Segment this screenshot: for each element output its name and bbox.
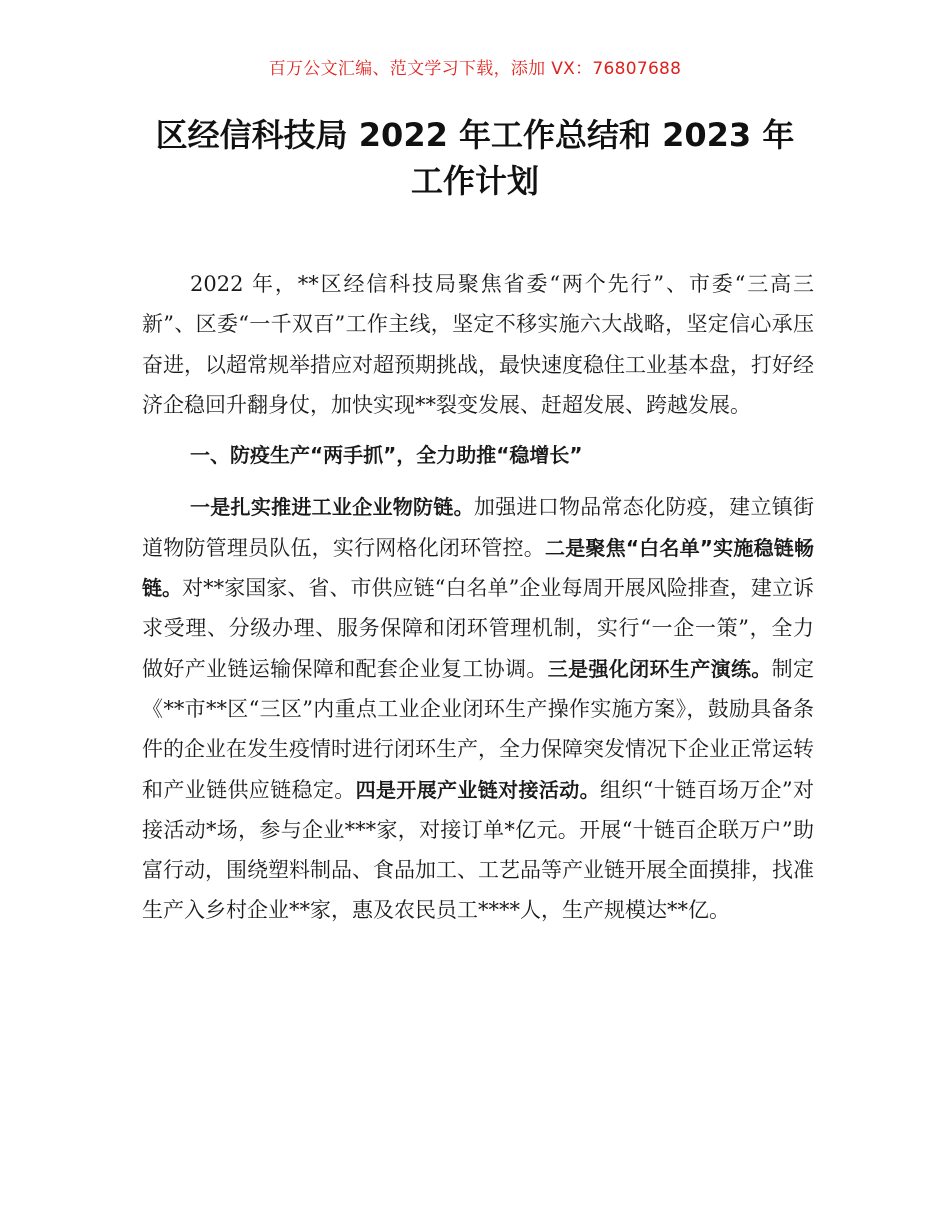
item-2-text: 对**家国家、省、市供应链“白名单”企业每周开展风险排查，建立诉求受理、分级办理、服务保障和闭环管理机制，实行“一企一策”，全力做好产业链运输保障和配套企业复工协调。 xyxy=(142,576,814,681)
title-line-2: 工作计划 xyxy=(410,162,539,200)
title-line-1: 区经信科技局 2022 年工作总结和 2023 年 xyxy=(155,116,795,154)
item-1-text: 加强进口物品常态化防疫，建立镇街道物防管理员队伍，实行网格化闭环管控。 xyxy=(142,495,815,560)
promo-banner: 百万公文汇编、范文学习下载，添加 VX：76807688 xyxy=(268,59,682,79)
item-4-text: 组织“十链百场万企”对接活动*场，参与企业***家，对接订单*亿元。开展“十链百企联万户”助富行动，围绕塑料制品、食品加工、工艺品等产业链开展全面摸排，找准生产入乡村企业**家，惠及农民员工****人，生产规模达**亿。 xyxy=(142,777,815,923)
item-3-title: 三是强化闭环生产演练。 xyxy=(547,656,772,681)
item-1-title: 一是扎实推进工业企业物防链。 xyxy=(190,495,474,520)
intro-paragraph: 2022 年，**区经信科技局聚焦省委“两个先行”、市委“三高三新”、区委“一千双百”工作主线，坚定不移实施六大战略，坚定信心承压奋进，以超常规举措应对超预期挑战，最快速度稳住工业基本盘，打好经济企稳回升翻身仗，加快实现**裂变发展、赶超发展、跨越发展。 xyxy=(142,272,814,417)
section-1-paragraph xyxy=(142,487,814,930)
item-2-title: 二是聚焦“白名单”实施稳链畅链。 xyxy=(142,535,814,601)
section-1-heading: 一、防疫生产“两手抓”，全力助推“稳增长” xyxy=(190,443,583,468)
document-body xyxy=(142,264,814,931)
document-title xyxy=(100,112,850,204)
item-4-title: 四是开展产业链对接活动。 xyxy=(355,777,600,802)
item-3-text: 制定《**市**区“三区”内重点工业企业闭环生产操作实施方案》，鼓励具备条件的企业在发生疫情时进行闭环生产，全力保障突发情况下企业正常运转和产业链供应链稳定。 xyxy=(142,656,815,802)
